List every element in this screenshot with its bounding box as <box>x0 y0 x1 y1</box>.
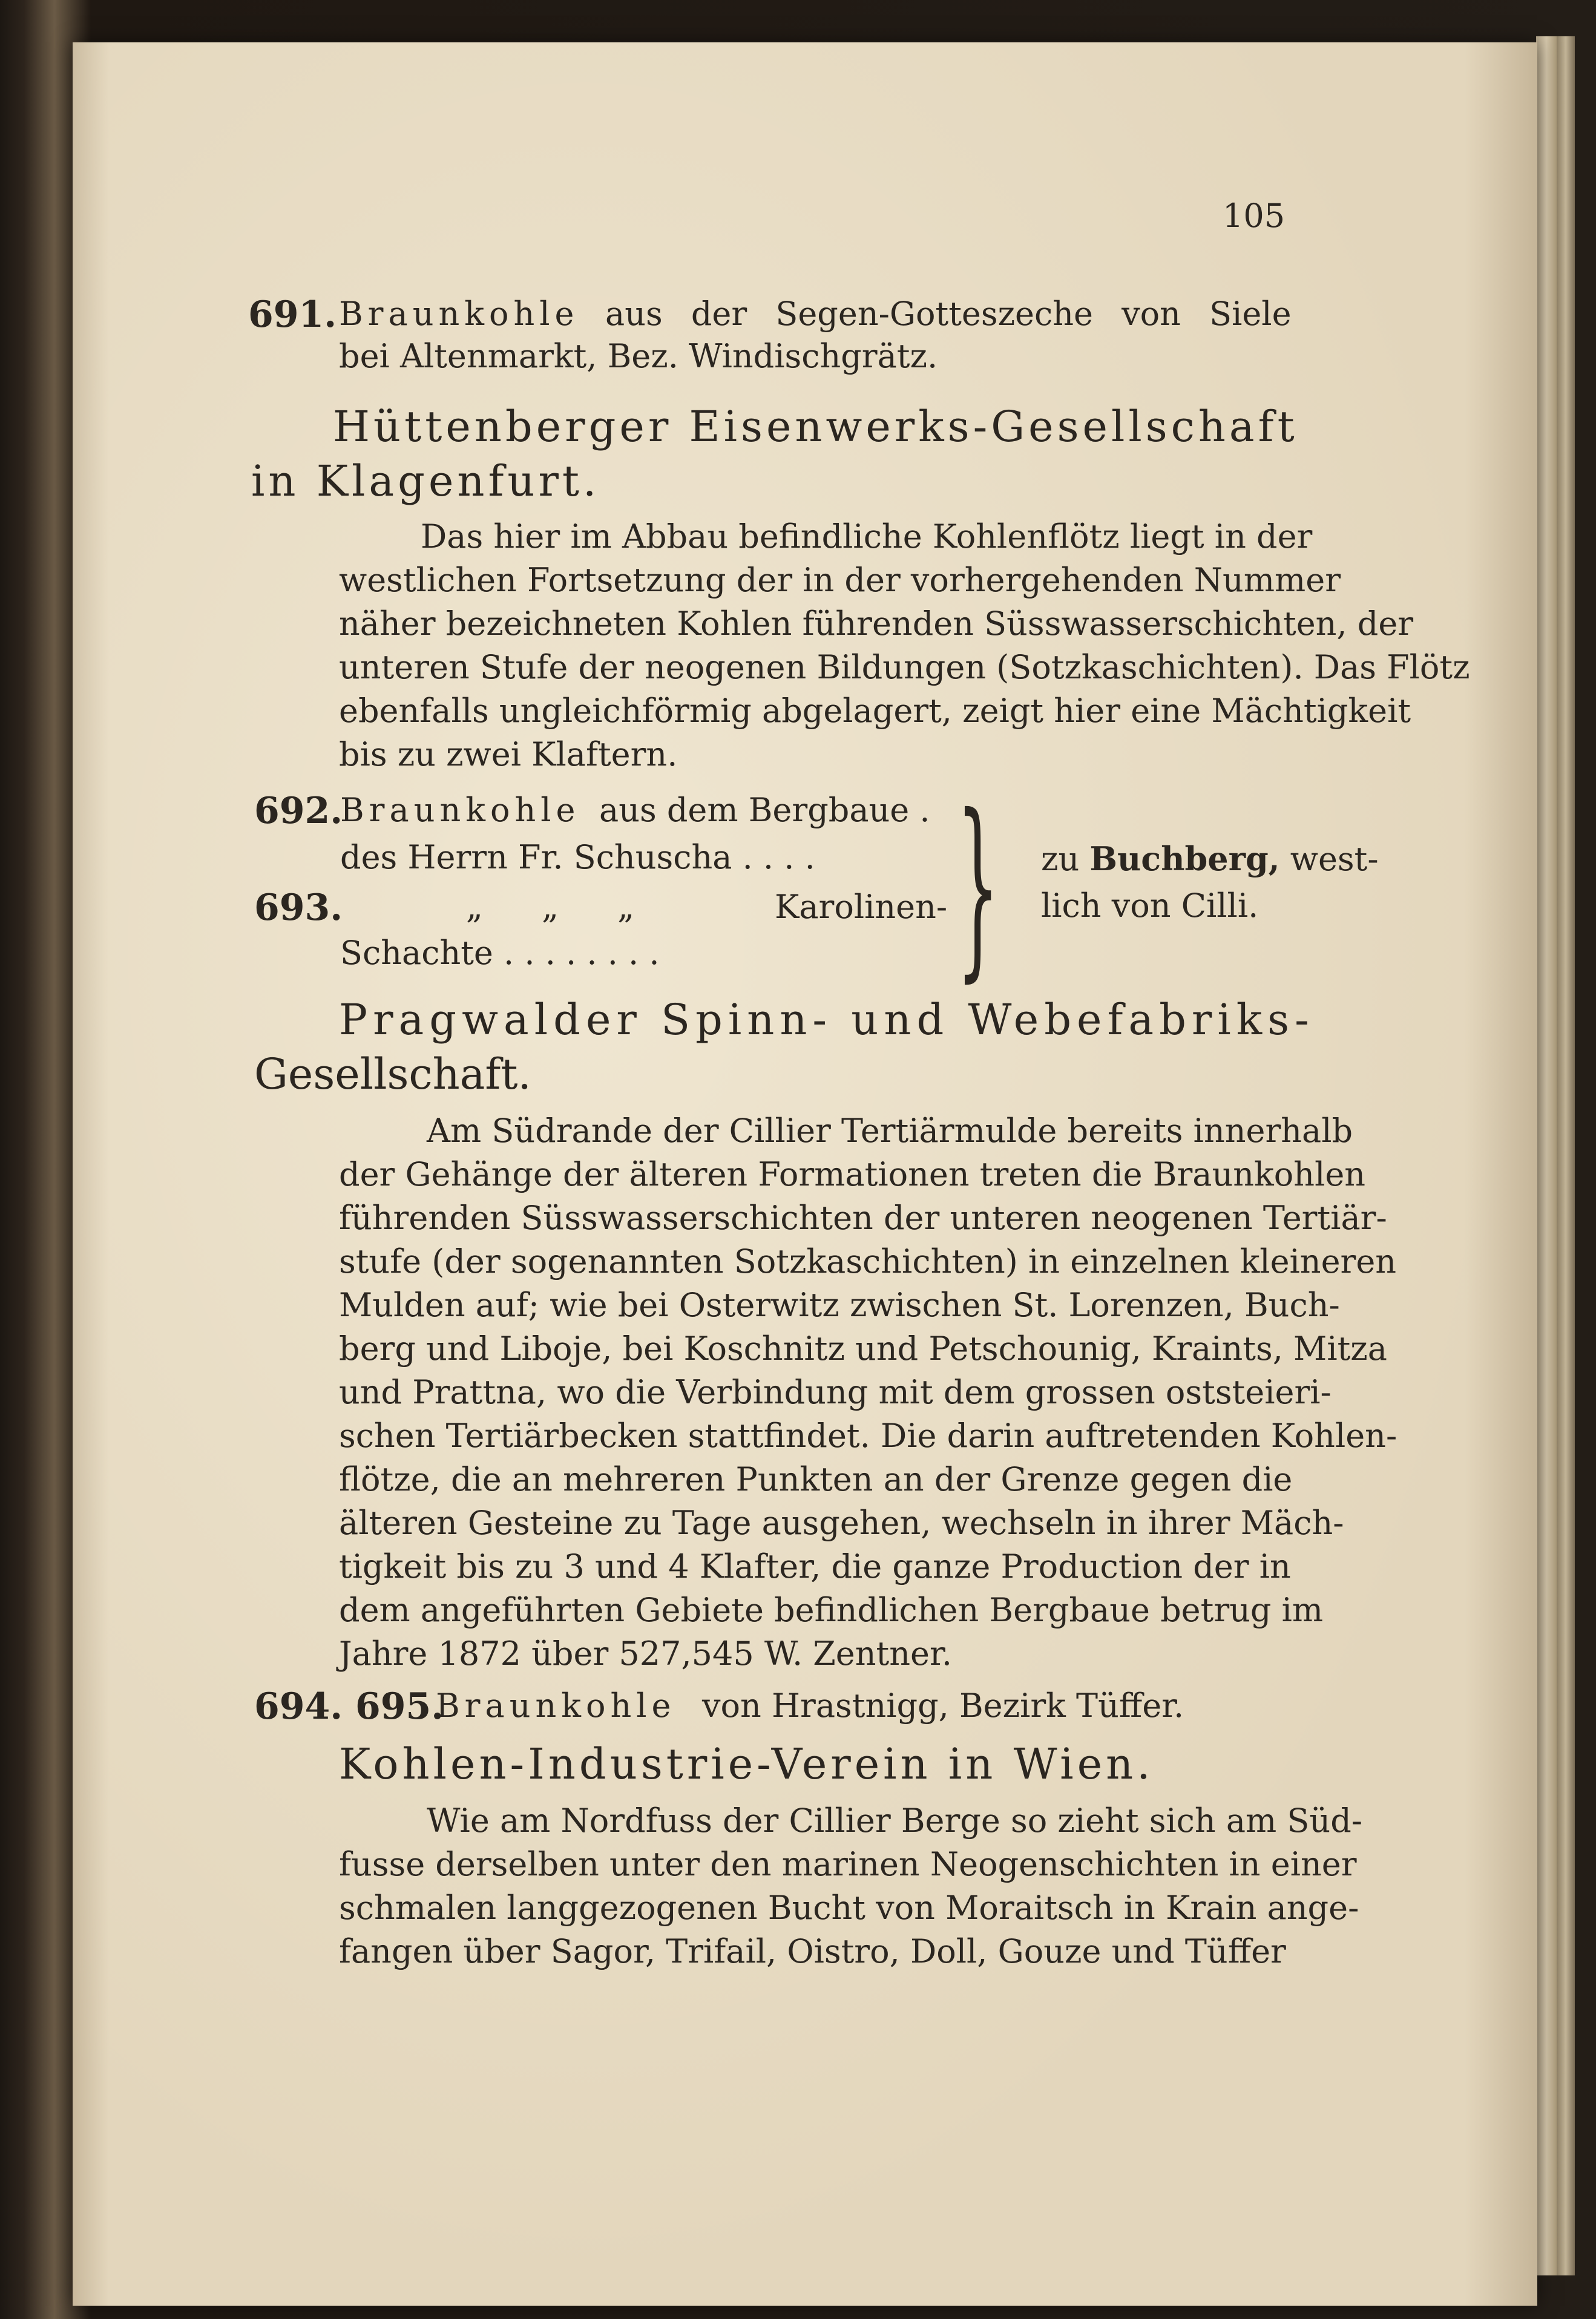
paragraph-line: bis zu zwei Klaftern. <box>339 735 678 773</box>
entry-title-692: Braunkohle <box>340 791 580 829</box>
entry-text-694: von Hrastnigg, Bezirk Tüffer. <box>702 1687 1184 1725</box>
book-page <box>73 42 1537 2306</box>
section-heading-huettenberger-line2: in Klagenfurt. <box>251 456 600 506</box>
paragraph-line: ebenfalls ungleichförmig abgelagert, zeigt hier eine Mächtigkeit <box>339 692 1411 730</box>
page-edge-outer <box>1557 36 1575 2275</box>
entry-title-694: Braunkohle <box>436 1687 676 1725</box>
entry-text-693: Karolinen- <box>775 888 948 926</box>
brace: } <box>956 774 1000 999</box>
entry-text-691-line2: bei Altenmarkt, Bez. Windischgrätz. <box>339 337 938 375</box>
entry-text-692: aus dem Bergbaue . <box>599 791 930 829</box>
page-edge <box>1536 36 1557 2275</box>
entry-number-692: 692. <box>254 790 343 832</box>
paragraph-line: tigkeit bis zu 3 und 4 Klafter, die ganze Production der in <box>339 1547 1291 1586</box>
ditto-marks-693: „ „ „ <box>466 888 635 926</box>
paragraph-line: fangen über Sagor, Trifail, Oistro, Doll, Gouze und Tüffer <box>339 1932 1286 1970</box>
entry-number-691: 691. <box>248 294 337 336</box>
page-number: 105 <box>1223 197 1286 235</box>
paragraph-line: führenden Süsswasserschichten der unteren neogenen Tertiär- <box>339 1199 1387 1237</box>
entry-number-694-695: 694. 695. <box>254 1685 444 1728</box>
entry-text-691-line1: aus der Segen-Gotteszeche von Siele <box>605 295 1292 333</box>
entry-text-693-line2: Schachte . . . . . . . . <box>340 934 660 972</box>
paragraph-line: dem angeführten Gebiete befindlichen Bergbaue betrug im <box>339 1591 1324 1629</box>
paragraph-line: schmalen langgezogenen Bucht von Moraitsch in Krain ange- <box>339 1889 1359 1927</box>
paragraph-line: Am Südrande der Cillier Tertiärmulde bereits innerhalb <box>427 1112 1353 1150</box>
paragraph-line: flötze, die an mehreren Punkten an der Grenze gegen die <box>339 1460 1293 1498</box>
entry-text-692-line2: des Herrn Fr. Schuscha . . . . <box>340 838 815 876</box>
paragraph-line: näher bezeichneten Kohlen führenden Süsswasserschichten, der <box>339 605 1414 643</box>
paragraph-line: stufe (der sogenannten Sotzkaschichten) in einzelnen kleineren <box>339 1242 1397 1281</box>
paragraph-line: Wie am Nordfuss der Cillier Berge so zieht sich am Süd- <box>427 1802 1363 1840</box>
paragraph-line: der Gehänge der älteren Formationen treten die Braunkohlen <box>339 1155 1366 1193</box>
section-heading-pragwalder: Pragwalder Spinn- und Webefabriks- <box>339 995 1315 1045</box>
paragraph-line: Jahre 1872 über 527,545 W. Zentner. <box>339 1635 953 1673</box>
paragraph-line: berg und Liboje, bei Koschnitz und Petschounig, Kraints, Mitza <box>339 1330 1387 1368</box>
paragraph-line: westlichen Fortsetzung der in der vorhergehenden Nummer <box>339 561 1341 599</box>
entry-number-693: 693. <box>254 887 343 929</box>
section-heading-huettenberger: Hüttenberger Eisenwerks-Gesellschaft <box>333 402 1298 451</box>
section-heading-pragwalder-line2: Gesellschaft. <box>254 1049 531 1099</box>
paragraph-line: Das hier im Abbau befindliche Kohlenflötz liegt in der <box>421 517 1313 556</box>
entry-title-691: Braunkohle <box>339 295 579 333</box>
location-note-line2: lich von Cilli. <box>1041 887 1259 925</box>
paragraph-line: älteren Gesteine zu Tage ausgehen, wechseln in ihrer Mäch- <box>339 1504 1344 1542</box>
paragraph-line: und Prattna, wo die Verbindung mit dem grossen oststeieri- <box>339 1373 1332 1411</box>
location-note-line1: zu Buchberg, west- <box>1041 839 1379 878</box>
paragraph-line: schen Tertiärbecken stattfindet. Die darin auftretenden Kohlen- <box>339 1417 1397 1455</box>
paragraph-line: Mulden auf; wie bei Osterwitz zwischen St. Lorenzen, Buch- <box>339 1286 1340 1324</box>
section-heading-kohlen-industrie: Kohlen-Industrie-Verein in Wien. <box>339 1739 1154 1789</box>
paragraph-line: fusse derselben unter den marinen Neogenschichten in einer <box>339 1845 1357 1883</box>
paragraph-line: unteren Stufe der neogenen Bildungen (Sotzkaschichten). Das Flötz <box>339 648 1470 686</box>
